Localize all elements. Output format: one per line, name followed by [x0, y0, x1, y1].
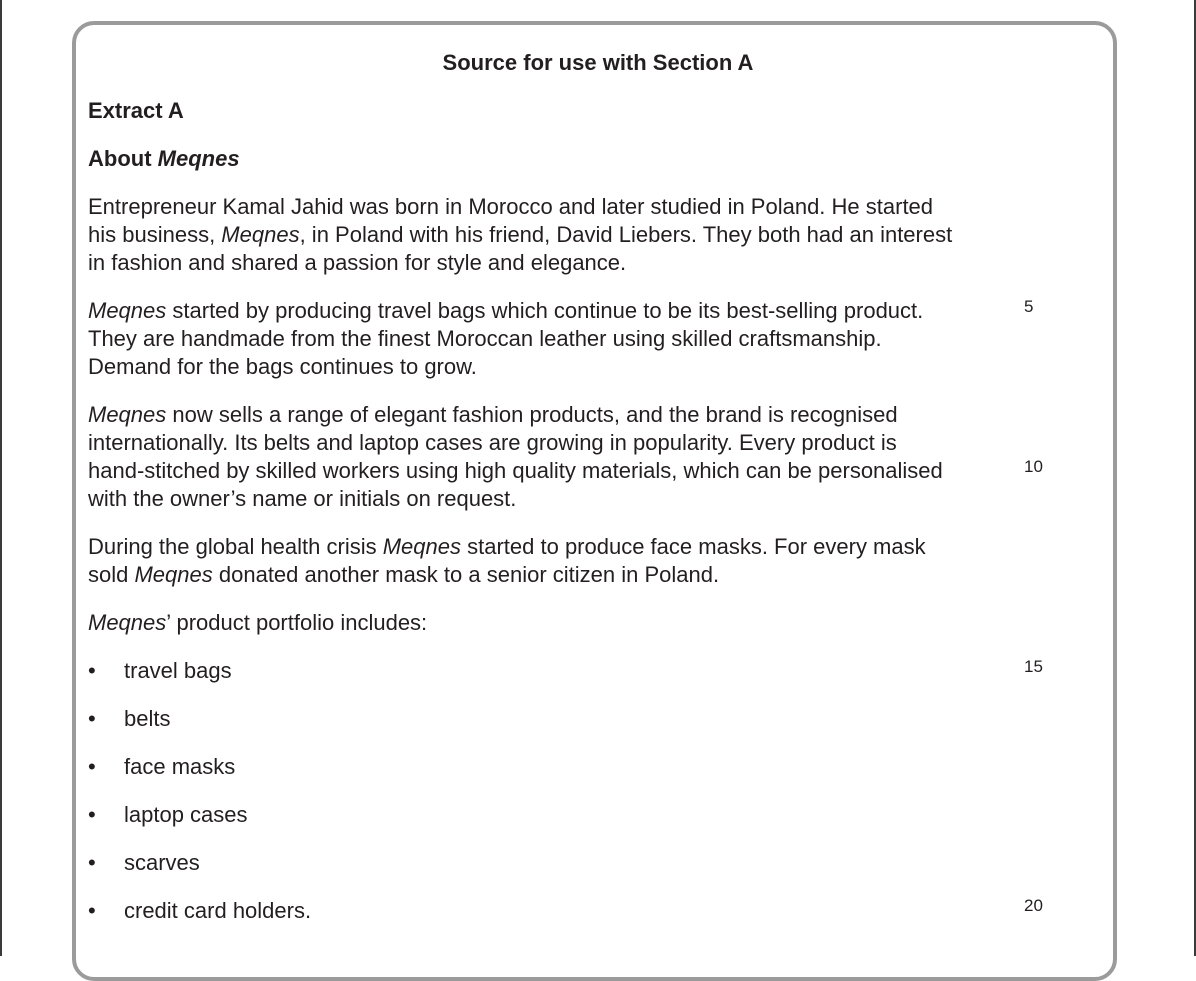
text-run: in fashion and shared a passion for style and elegance. [88, 250, 627, 275]
text-run: with the owner’s name or initials on request. [88, 486, 517, 511]
text-line [88, 533, 988, 561]
portfolio-item-text: face masks [124, 754, 236, 779]
bullet-icon: • [88, 802, 96, 827]
text-line [88, 325, 988, 353]
portfolio-item-text: belts [124, 706, 171, 731]
company-name: Meqnes [134, 562, 213, 587]
paragraph-3 [88, 401, 988, 513]
text-line [88, 485, 988, 513]
text-line [88, 561, 988, 589]
text-run: They are handmade from the finest Moroccan leather using skilled craftsmanship. [88, 326, 882, 351]
portfolio-item-text: scarves [124, 850, 200, 875]
portfolio-item-text: travel bags [124, 658, 232, 683]
paragraph-5 [88, 609, 988, 637]
portfolio-item-text: laptop cases [124, 802, 248, 827]
about-prefix: About [88, 146, 158, 171]
bullet-icon: • [88, 658, 96, 683]
text-line [88, 221, 988, 249]
text-line [88, 353, 988, 381]
company-name: Meqnes [221, 222, 300, 247]
section-heading: Source for use with Section A [442, 50, 754, 75]
company-name: Meqnes [88, 402, 167, 427]
paragraph-4 [88, 533, 988, 589]
text-line [88, 297, 988, 325]
text-run: started to produce face masks. For every mask [461, 534, 926, 559]
text-run: now sells a range of elegant fashion products, and the brand is recognised [166, 402, 898, 427]
portfolio-item-text: credit card holders. [124, 898, 312, 923]
about-heading [88, 145, 240, 173]
page-edge-left [0, 0, 2, 956]
company-name: Meqnes [382, 534, 461, 559]
company-name: Meqnes [88, 298, 167, 323]
text-line [88, 193, 988, 221]
text-run: ’ product portfolio includes: [166, 610, 428, 635]
bullet-icon: • [88, 898, 96, 923]
text-line [88, 429, 988, 457]
text-run: sold [88, 562, 135, 587]
text-run: his business, [88, 222, 222, 247]
text-line [88, 249, 988, 277]
bullet-icon: • [88, 850, 96, 875]
text-run: started by producing travel bags which continue to be its best-selling product. [166, 298, 924, 323]
line-number: 10 [1024, 457, 1043, 476]
text-run: Demand for the bags continues to grow. [88, 354, 477, 379]
paragraph-2 [88, 297, 988, 381]
paragraph-1 [88, 193, 988, 277]
text-run: donated another mask to a senior citizen in Poland. [212, 562, 720, 587]
text-run: , in Poland with his friend, David Liebers. They both had an interest [299, 222, 953, 247]
text-run: Entrepreneur Kamal Jahid was born in Morocco and later studied in Poland. He started [88, 194, 934, 219]
bullet-icon: • [88, 754, 96, 779]
company-name: Meqnes [88, 610, 167, 635]
line-number: 20 [1024, 896, 1043, 915]
extract-label: Extract A [88, 98, 184, 123]
text-line [88, 457, 988, 485]
text-line [88, 401, 988, 429]
about-company-name: Meqnes [157, 146, 240, 171]
text-run: During the global health crisis [88, 534, 383, 559]
text-line [88, 609, 988, 637]
text-run: internationally. Its belts and laptop cases are growing in popularity. Every product is [88, 430, 897, 455]
line-number: 15 [1024, 657, 1043, 676]
line-number: 5 [1024, 297, 1034, 316]
text-run: hand-stitched by skilled workers using high quality materials, which can be personalised [88, 458, 943, 483]
bullet-icon: • [88, 706, 96, 731]
